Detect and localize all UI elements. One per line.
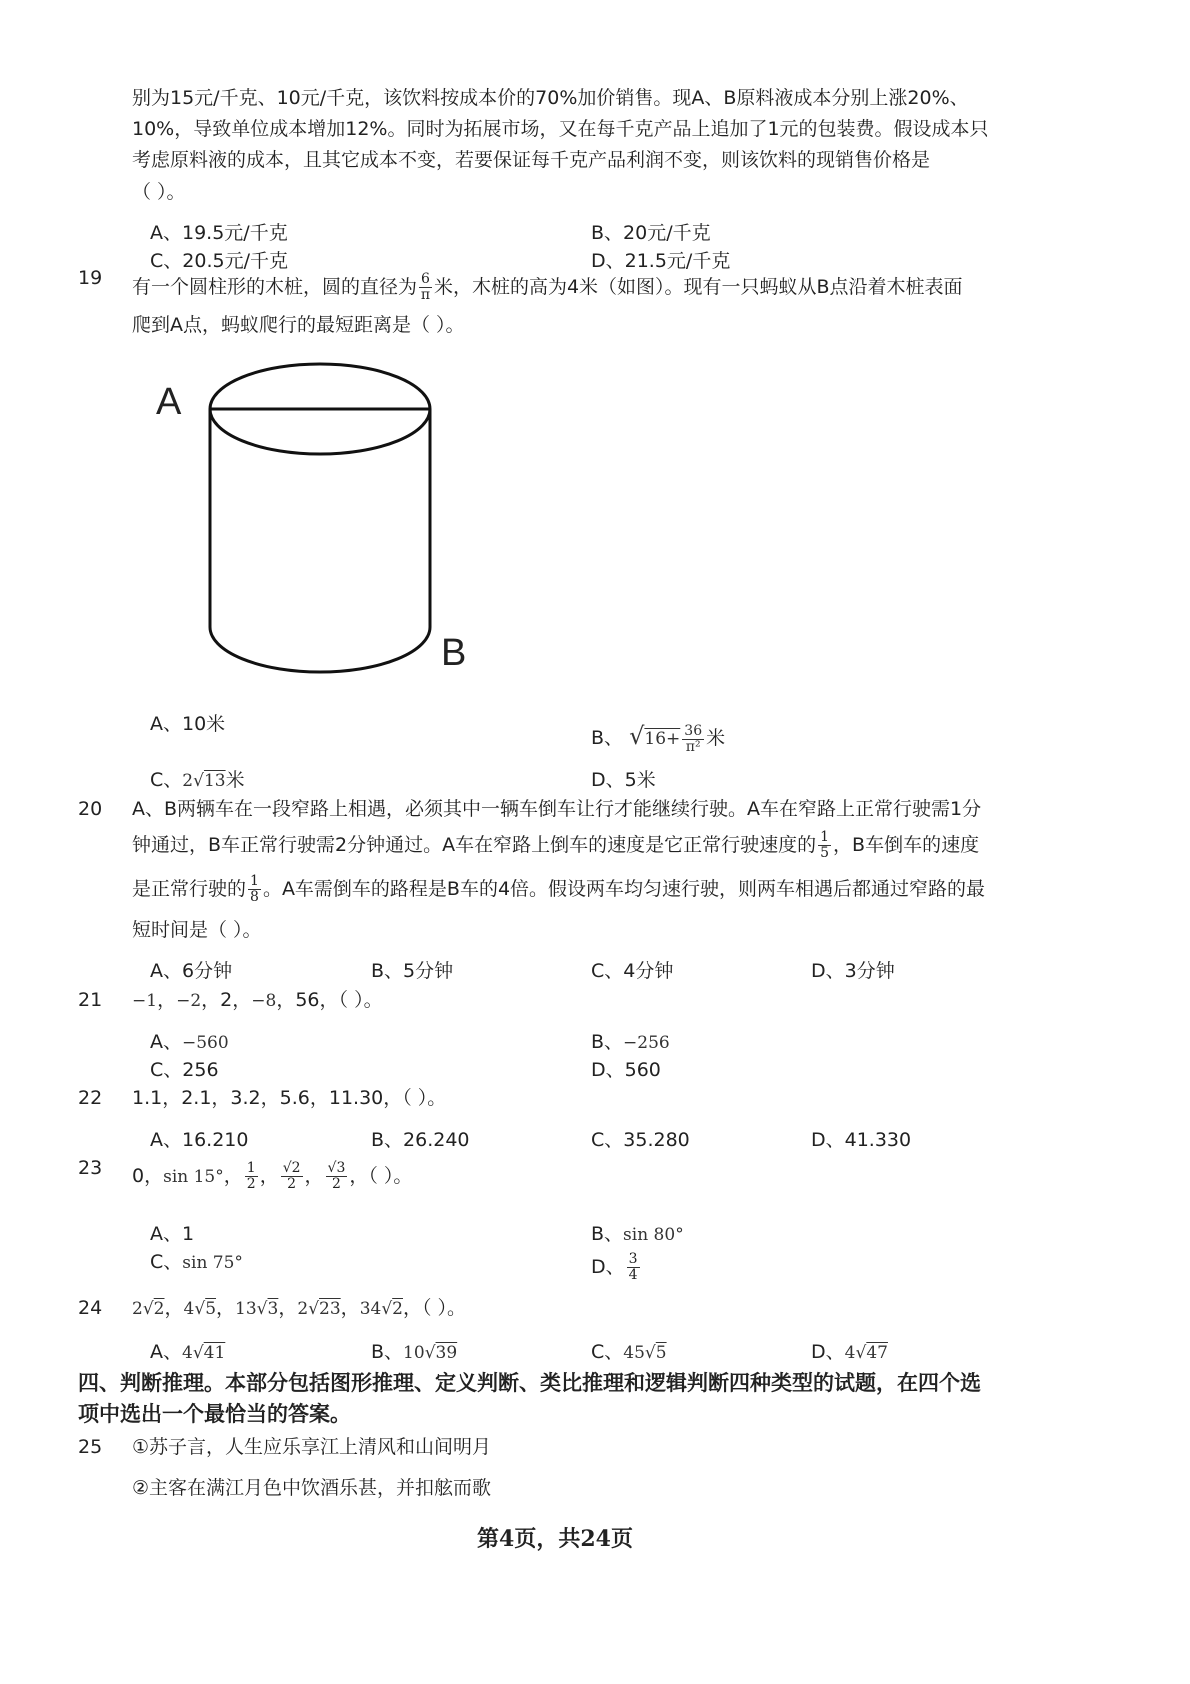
q20-fraction-2-denominator: 8 (250, 889, 259, 905)
q23-root2-numerator: √2 (282, 1160, 301, 1176)
q24-option-b-radicand: 39 (435, 1343, 458, 1363)
q25-statement-2: ②主客在满江月色中饮酒乐甚，并扣舷而歌 (132, 1477, 492, 1499)
q24-option-d-radicand: 47 (866, 1343, 888, 1363)
q22-number: 22 (78, 1087, 103, 1109)
radical-sign-icon: √ (381, 1299, 393, 1319)
cylinder-bottom-arc (210, 627, 430, 672)
q24-term-coef: 4 (183, 1299, 195, 1319)
q24-option-a-prefix: A、 (150, 1341, 182, 1363)
q22-option-c[interactable]: C、35.280 (591, 1129, 690, 1151)
q24-term-coef: 2 (297, 1299, 309, 1319)
q19-option-b-radicand (644, 723, 706, 755)
q19-option-b-numerator: 36 (684, 723, 703, 739)
q24-sep: ， (164, 1297, 184, 1319)
q19-stem-text-post: 米，木桩的高为4米（如图）。现有一只蚂蚁从B点沿着木桩表面 (433, 276, 963, 298)
page-footer: 第4页，共24页 (477, 1526, 633, 1552)
q19-stem-text-pre: 有一个圆柱形的木桩，圆的直径为 (132, 276, 418, 298)
q23-half-denominator: 2 (246, 1176, 256, 1192)
q21-seq-term: −1 (132, 991, 158, 1011)
q19-diameter-denominator: π (420, 287, 431, 303)
q19-option-b-prefix: B、 (591, 727, 624, 749)
q21-seq-term: −2 (176, 991, 202, 1011)
q19-label-a: A (156, 381, 182, 423)
q24-term-radicand: 3 (267, 1299, 279, 1319)
q23-sep: ， (259, 1165, 279, 1187)
q23-root3-denominator: 2 (332, 1176, 341, 1192)
q24-term-coef: 2 (132, 1299, 143, 1319)
q19-option-b-fraction (682, 724, 704, 755)
q24-term-radicand: 23 (319, 1299, 341, 1319)
q21-option-d[interactable]: D、560 (591, 1059, 661, 1081)
q24-term-radicand: 2 (153, 1299, 165, 1319)
q18-option-a[interactable]: A、19.5元/千克 (150, 222, 288, 244)
radical-sign-icon: √ (256, 1299, 268, 1319)
q20-fraction-2 (248, 874, 261, 905)
q23-option-c-prefix: C、 (150, 1251, 183, 1273)
q20-stem-line-1: A、B两辆车在一段窄路上相遇，必须其中一辆车倒车让行才能继续行驶。A车在窄路上正常行驶需1分 (132, 798, 982, 820)
q19-stem-line-2: 爬到A点，蚂蚁爬行的最短距离是（ ）。 (132, 314, 465, 336)
q25-number: 25 (78, 1436, 103, 1458)
q21-option-a-value: −560 (182, 1033, 229, 1053)
q23-option-d-numerator: 3 (628, 1251, 638, 1267)
q18-option-b[interactable]: B、20元/千克 (591, 222, 711, 244)
q24-term (297, 1299, 340, 1319)
q18-stem-line-2: 10%，导致单位成本增加12%。同时为拓展市场，又在每千克产品上追加了1元的包装费。假设成本只 (132, 118, 989, 140)
radical-sign-icon: √ (194, 1299, 206, 1319)
q20-stem-line-3-post: 。A车需倒车的路程是B车的4倍。假设两车均匀速行驶，则两车相遇后都通过窄路的最 (262, 878, 986, 900)
q20-stem-line-2-post: ，B车倒车的速度 (833, 834, 980, 856)
q23-root3-numerator: √3 (327, 1160, 346, 1176)
q19-label-b: B (441, 632, 467, 674)
q21-stem (132, 988, 383, 1013)
q20-option-d[interactable]: D、3分钟 (811, 960, 895, 982)
radical-sign-icon: √ (193, 771, 204, 791)
q24-option-c-prefix: C、 (591, 1341, 624, 1363)
q21-number: 21 (78, 989, 103, 1011)
q19-option-b-denominator: π² (685, 739, 701, 755)
q21-option-b-value: −256 (623, 1033, 670, 1053)
q20-stem-line-4: 短时间是（ ）。 (132, 919, 262, 941)
q19-option-c-coef: 2 (182, 771, 194, 791)
q24-term (184, 1299, 217, 1319)
q23-root2-fraction (281, 1161, 303, 1192)
q20-fraction-1 (818, 830, 831, 861)
q20-stem-line-2-pre: 钟通过，B车正常行驶需2分钟通过。A车在窄路上倒车的速度是它正常行驶速度的 (132, 834, 817, 856)
q20-fraction-2-numerator: 1 (250, 873, 259, 889)
q19-option-b-unit: 米 (706, 727, 726, 749)
q23-option-b-prefix: B、 (591, 1223, 624, 1245)
q24-option-b-coef: 10 (403, 1343, 425, 1363)
radical-sign-icon: √ (142, 1299, 154, 1319)
q20-fraction-1-denominator: 5 (820, 845, 830, 861)
radical-sign-icon: √ (855, 1343, 867, 1363)
q23-stem (132, 1158, 412, 1195)
q21-option-b[interactable] (591, 1030, 670, 1055)
section-4-heading-line-1: 四、判断推理。本部分包括图形推理、定义判断、类比推理和逻辑判断四种类型的试题，在四个选 (78, 1371, 981, 1395)
q24-sep: ， (278, 1297, 298, 1319)
q19-option-c-prefix: C、 (150, 769, 183, 791)
q21-separator: ， (319, 989, 339, 1011)
section-4-heading-line-2: 项中选出一个最恰当的答案。 (78, 1402, 351, 1426)
q24-sep: ， (403, 1297, 423, 1319)
q23-sep: ， (304, 1165, 324, 1187)
q24-option-c[interactable] (591, 1340, 667, 1365)
q23-option-a[interactable]: A、1 (150, 1223, 195, 1245)
q21-separator: ， (232, 989, 252, 1011)
q24-option-b[interactable] (371, 1340, 457, 1365)
q21-tail: （ ）。 (338, 989, 383, 1011)
q24-option-c-radicand: 5 (655, 1343, 667, 1363)
q24-option-c-coef: 45 (623, 1343, 645, 1363)
q24-term (235, 1299, 278, 1319)
q23-root2-denominator: 2 (287, 1176, 297, 1192)
q24-sep: ， (340, 1297, 360, 1319)
q24-sep: ， (216, 1297, 236, 1319)
q21-separator: ， (157, 989, 177, 1011)
q22-option-a[interactable]: A、16.210 (150, 1129, 249, 1151)
q23-start: 0， (132, 1165, 164, 1187)
q21-option-c[interactable]: C、256 (150, 1059, 219, 1081)
q23-half-fraction (245, 1161, 258, 1192)
q24-term (360, 1299, 403, 1319)
q19-diameter-numerator: 6 (421, 271, 430, 287)
q21-separator: ， (201, 989, 221, 1011)
q21-seq-term: −8 (251, 991, 277, 1011)
q23-number: 23 (78, 1157, 103, 1179)
q18-stem-line-1: 别为15元/千克、10元/千克，该饮料按成本价的70%加价销售。现A、B原料液成本分别上涨20%、 (132, 87, 969, 109)
q24-option-d-coef: 4 (844, 1343, 856, 1363)
q20-stem-line-3-pre: 是正常行驶的 (132, 878, 247, 900)
q18-stem-line-3: 考虑原料液的成本，且其它成本不变，若要保证每千克产品利润不变，则该饮料的现销售价格是 (132, 149, 931, 171)
q24-option-b-prefix: B、 (371, 1341, 404, 1363)
q23-option-b-value: sin 80° (623, 1225, 684, 1245)
q22-option-b[interactable]: B、26.240 (371, 1129, 470, 1151)
q19-diameter-fraction (419, 272, 432, 303)
q24-option-a[interactable] (150, 1340, 225, 1365)
q19-option-b-root-text: 16+ (644, 729, 681, 749)
radical-sign-icon: √ (629, 722, 645, 750)
q20-fraction-1-numerator: 1 (820, 829, 830, 845)
q24-term-coef: 13 (235, 1299, 257, 1319)
q24-term (132, 1299, 165, 1319)
q23-option-d-prefix: D、 (591, 1256, 625, 1278)
q19-option-a[interactable]: A、10米 (150, 713, 226, 735)
q21-seq-term: 56 (295, 989, 320, 1011)
q23-sin15: sin 15° (163, 1167, 224, 1187)
q20-stem-line-3 (132, 872, 985, 906)
q24-stem (132, 1296, 466, 1321)
q21-seq-term: 2 (220, 989, 233, 1011)
q21-option-a-prefix: A、 (150, 1031, 182, 1053)
q19-stem-line-1 (132, 272, 963, 303)
q23-option-d[interactable] (591, 1248, 642, 1286)
q24-term-radicand: 5 (205, 1299, 217, 1319)
q19-cylinder-figure (150, 355, 490, 685)
q24-number: 24 (78, 1297, 103, 1319)
q20-option-a[interactable]: A、6分钟 (150, 960, 233, 982)
q23-sep: ， (349, 1165, 369, 1187)
q19-option-c-unit: 米 (225, 769, 245, 791)
q20-option-b[interactable]: B、5分钟 (371, 960, 454, 982)
q24-term-radicand: 2 (392, 1299, 403, 1319)
q19-option-c[interactable] (150, 768, 245, 793)
q22-stem: 1.1，2.1，3.2，5.6，11.30，（ ）。 (132, 1087, 447, 1109)
q18-stem-line-4: （ ）。 (132, 181, 186, 203)
radical-sign-icon: √ (424, 1343, 436, 1363)
q24-option-d[interactable] (811, 1340, 888, 1365)
radical-sign-icon: √ (644, 1343, 656, 1363)
q21-option-a[interactable] (150, 1030, 229, 1055)
q24-option-d-prefix: D、 (811, 1341, 845, 1363)
q23-tail: （ ）。 (368, 1165, 413, 1187)
q24-option-a-coef: 4 (182, 1343, 193, 1363)
q24-option-a-radicand: 41 (203, 1343, 226, 1363)
q24-term-coef: 34 (359, 1299, 382, 1319)
q21-option-b-prefix: B、 (591, 1031, 624, 1053)
q19-option-c-radicand: 13 (203, 771, 226, 791)
q23-option-c-value: sin 75° (182, 1253, 243, 1273)
q23-sep: ， (223, 1165, 243, 1187)
q20-stem-line-2 (132, 828, 979, 862)
radical-sign-icon: √ (308, 1299, 320, 1319)
q18-option-d[interactable]: D、21.5元/千克 (591, 250, 731, 272)
q22-option-d[interactable]: D、41.330 (811, 1129, 912, 1151)
q19-number: 19 (78, 267, 103, 289)
q23-option-d-denominator: 4 (628, 1267, 638, 1283)
q23-option-d-fraction (627, 1252, 640, 1283)
q18-option-c[interactable]: C、20.5元/千克 (150, 250, 288, 272)
q23-option-b[interactable] (591, 1222, 684, 1247)
q20-number: 20 (78, 798, 103, 820)
q23-root3-fraction (326, 1161, 348, 1192)
radical-sign-icon: √ (192, 1343, 204, 1363)
q23-option-c[interactable] (150, 1250, 243, 1275)
q24-tail: （ ）。 (422, 1297, 467, 1319)
q19-option-b[interactable] (591, 714, 725, 761)
q23-half-numerator: 1 (246, 1160, 256, 1176)
q20-option-c[interactable]: C、4分钟 (591, 960, 674, 982)
q21-separator: ， (276, 989, 296, 1011)
q25-statement-1: ①苏子言，人生应乐享江上清风和山间明月 (132, 1436, 492, 1458)
q19-option-d[interactable]: D、5米 (591, 769, 656, 791)
